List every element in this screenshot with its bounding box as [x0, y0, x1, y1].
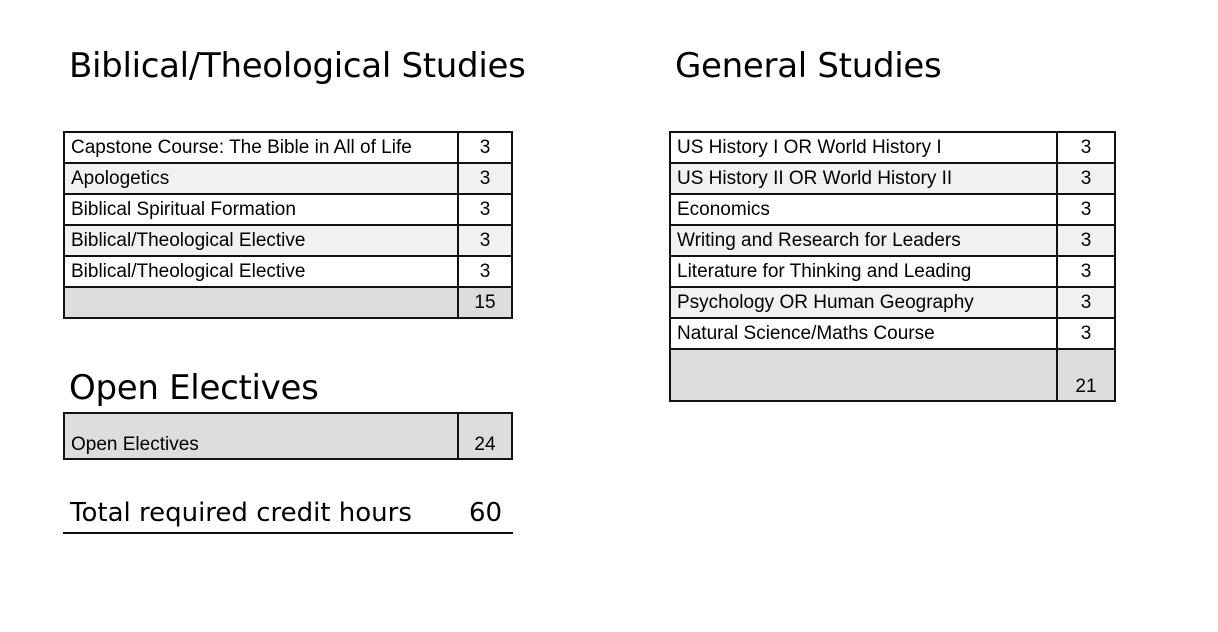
- table-row: [670, 163, 1115, 194]
- credit-hours: 3: [458, 194, 512, 225]
- credit-hours: 3: [1057, 132, 1115, 163]
- open-electives-heading: Open Electives: [69, 368, 319, 408]
- course-name: Biblical/Theological Elective: [64, 256, 458, 287]
- total-required-line: [63, 496, 513, 534]
- table-row: [64, 225, 512, 256]
- subtotal-hours: 15: [458, 287, 512, 318]
- course-name: Natural Science/Maths Course: [670, 318, 1057, 349]
- course-name: Open Electives: [64, 413, 458, 459]
- credit-hours: 3: [458, 132, 512, 163]
- table-row: [64, 132, 512, 163]
- open-electives-table: [63, 412, 513, 460]
- table-row: [64, 413, 512, 459]
- biblical-studies-heading: Biblical/Theological Studies: [69, 46, 526, 86]
- general-studies-table: [669, 131, 1116, 402]
- credit-hours: 3: [1057, 287, 1115, 318]
- table-row: [670, 194, 1115, 225]
- total-required-label: Total required credit hours: [70, 498, 412, 528]
- table-row: [670, 132, 1115, 163]
- course-name: US History I OR World History I: [670, 132, 1057, 163]
- credit-hours: 3: [1057, 225, 1115, 256]
- credit-hours: 3: [458, 256, 512, 287]
- table-row: [670, 318, 1115, 349]
- course-name: Biblical/Theological Elective: [64, 225, 458, 256]
- table-row: [64, 163, 512, 194]
- course-name: Economics: [670, 194, 1057, 225]
- course-name: Psychology OR Human Geography: [670, 287, 1057, 318]
- credit-hours: 3: [458, 225, 512, 256]
- table-row: [64, 194, 512, 225]
- subtotal-hours: 21: [1057, 349, 1115, 401]
- course-name: Biblical Spiritual Formation: [64, 194, 458, 225]
- subtotal-row: [670, 349, 1115, 401]
- credit-hours: 3: [1057, 194, 1115, 225]
- total-required-value: 60: [469, 498, 503, 528]
- course-name: Capstone Course: The Bible in All of Life: [64, 132, 458, 163]
- credit-hours: 3: [1057, 256, 1115, 287]
- credit-hours: 3: [1057, 163, 1115, 194]
- table-row: [670, 225, 1115, 256]
- table-row: [670, 287, 1115, 318]
- credit-hours: 3: [1057, 318, 1115, 349]
- course-name: Writing and Research for Leaders: [670, 225, 1057, 256]
- table-row: [64, 256, 512, 287]
- general-studies-heading: General Studies: [675, 46, 942, 86]
- subtotal-row: [64, 287, 512, 318]
- subtotal-label-cell: [670, 349, 1057, 401]
- course-name: Apologetics: [64, 163, 458, 194]
- biblical-studies-table: [63, 131, 513, 319]
- subtotal-label-cell: [64, 287, 458, 318]
- credit-hours: 24: [458, 413, 512, 459]
- course-name: Literature for Thinking and Leading: [670, 256, 1057, 287]
- table-row: [670, 256, 1115, 287]
- credit-hours: 3: [458, 163, 512, 194]
- course-name: US History II OR World History II: [670, 163, 1057, 194]
